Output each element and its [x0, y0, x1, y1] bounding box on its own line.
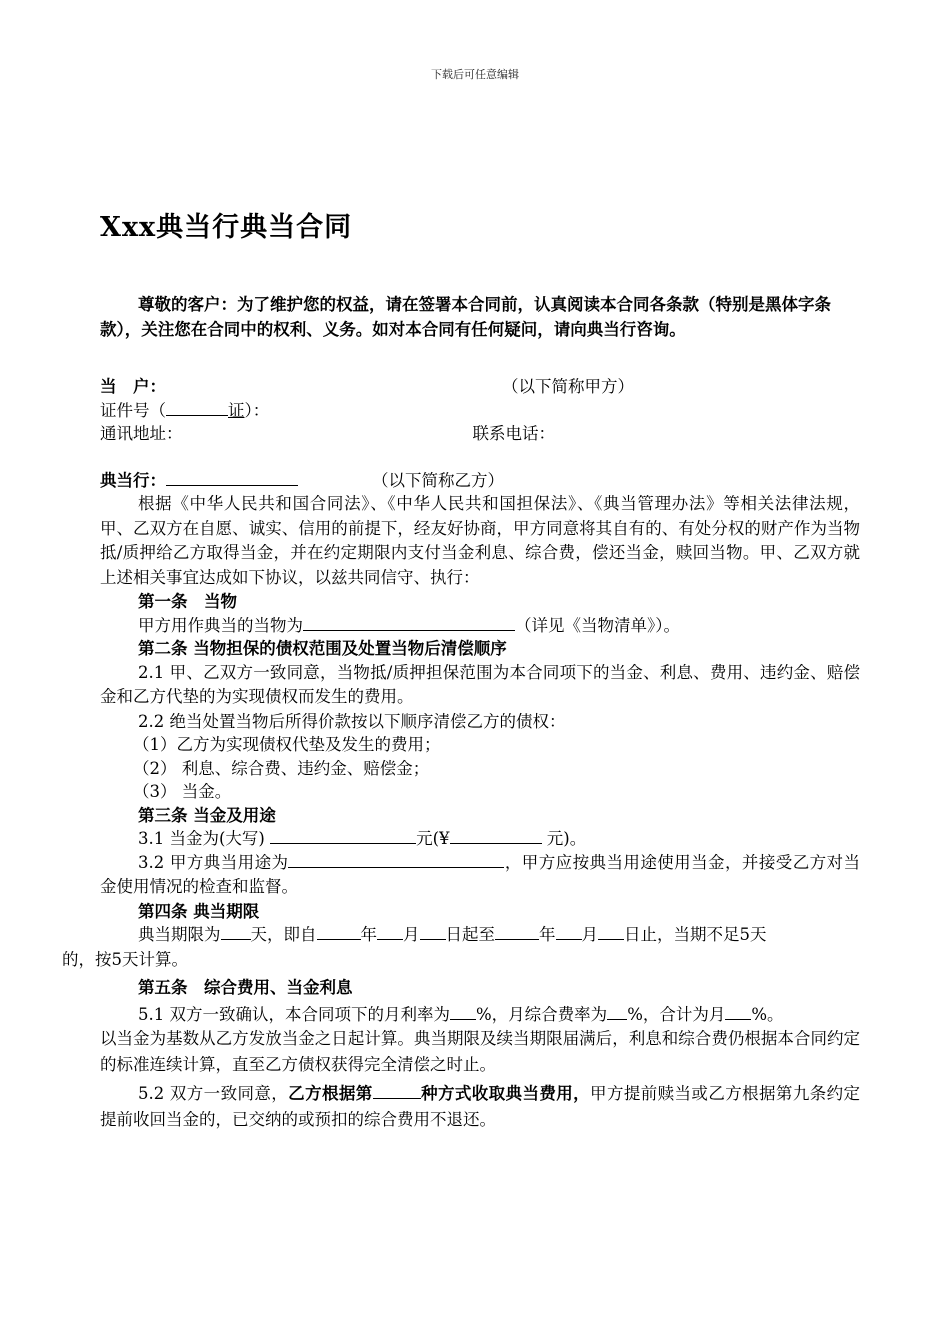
id-type-blank[interactable] [166, 399, 228, 416]
id-type: 证 [228, 400, 245, 420]
art4-t8: 日止，当期不足5天 [624, 925, 767, 944]
art3-1-text-c: 元)。 [541, 829, 587, 848]
party-a-label: 当 户： [100, 377, 166, 396]
total-rate-blank[interactable] [725, 1003, 751, 1020]
article-3-1 [100, 827, 860, 851]
party-b-line [100, 469, 860, 493]
art3-2-text-a: 3.2 甲方典当用途为 [138, 852, 289, 872]
end-year-blank[interactable] [495, 923, 539, 940]
art4-t2: 天，即自 [250, 925, 317, 944]
party-a-line [100, 375, 860, 399]
amount-words-blank[interactable] [270, 827, 416, 844]
party-b-alias: （以下简称乙方） [372, 470, 504, 490]
article-3-2 [100, 851, 860, 900]
id-suffix: ）： [244, 400, 270, 420]
address-line [100, 422, 860, 446]
phone-label: 联系电话： [472, 424, 555, 443]
start-day-blank[interactable] [420, 923, 446, 940]
art5-1-text-c: %，合计为月 [627, 1004, 726, 1024]
article-4-title: 第四条 典当期限 [138, 901, 260, 921]
article-5-title: 第五条 综合费用、当金利息 [138, 978, 353, 997]
art4-t6: 年 [539, 925, 556, 944]
article-2-item-3: （3） 当金。 [133, 782, 232, 801]
address-label: 通讯地址： [100, 424, 183, 443]
art5-2-text-a: 5.2 双方一致同意， [138, 1084, 289, 1103]
article-5-1-cont: 以当金为基数从乙方发放当金之日起计算。典当期限及续当期限届满后，利息和综合费仍根据本合同约定的标准连续计算，直至乙方债权获得完全清偿之时止。 [100, 1029, 860, 1074]
fee-method-blank[interactable] [373, 1082, 421, 1099]
article-4-text [62, 923, 860, 972]
art1-text-a: 甲方用作典当的当物为 [138, 615, 303, 635]
party-a-alias: （以下简称甲方） [502, 377, 634, 396]
amount-number-blank[interactable] [450, 827, 542, 844]
article-2-item-1: （1）乙方为实现债权代垫及发生的费用； [133, 735, 441, 754]
art3-2-text-b: ，甲方应按典当用途使用当金，并接受乙方对当金使用情况的检查和监督。 [100, 852, 860, 896]
id-prefix: 证件号（ [100, 400, 166, 420]
start-month-blank[interactable] [377, 923, 403, 940]
art5-1-text-a: 5.1 双方一致确认，本合同项下的月利率为 [138, 1004, 450, 1024]
art5-2-text-d: 甲方提前赎当或乙方根据第九条约定提前收回当金的，已交纳的或预扣的综合费用不退还。 [100, 1084, 861, 1129]
article-2-2: 2.2 绝当处置当物后所得价款按以下顺序清偿乙方的债权： [138, 711, 566, 731]
art4-t9: 的，按5天计算。 [62, 949, 188, 969]
party-b-label: 典当行： [100, 470, 166, 490]
article-1-title: 第一条 当物 [138, 592, 237, 611]
article-5-2 [100, 1081, 860, 1133]
fee-rate-blank[interactable] [607, 1003, 627, 1020]
pawnshop-name-blank[interactable] [166, 469, 298, 486]
id-number-line [100, 399, 860, 423]
article-5-1 [100, 1003, 860, 1027]
document-title: Xxx典当行典当合同 [100, 212, 353, 243]
art4-t7: 月 [581, 925, 598, 944]
art1-text-b: （详见《当物清单》）。 [515, 615, 680, 635]
art4-t5: 日起至 [445, 925, 495, 944]
article-2-title: 第二条 当物担保的债权范围及处置当物后清偿顺序 [138, 639, 507, 658]
art5-2-text-c: 种方式收取典当费用， [420, 1084, 591, 1103]
art5-1-text-d: %。 [751, 1004, 784, 1024]
purpose-blank[interactable] [288, 851, 504, 868]
end-day-blank[interactable] [598, 923, 624, 940]
end-month-blank[interactable] [556, 923, 582, 940]
art4-t1: 典当期限为 [138, 925, 221, 944]
article-3-title: 第三条 当金及用途 [138, 805, 276, 825]
article-2-1: 2.1 甲、乙双方一致同意，当物抵/质押担保范围为本合同项下的当金、利息、费用、违约金、赔偿金和乙方代垫的为实现债权而发生的费用。 [100, 662, 860, 706]
article-1-text [100, 614, 860, 638]
art4-t4: 月 [403, 925, 420, 944]
art4-t3: 年 [360, 925, 377, 944]
art3-1-text-a: 3.1 当金为(大写) [138, 829, 271, 848]
art5-2-text-b: 乙方根据第 [288, 1084, 373, 1103]
start-year-blank[interactable] [317, 923, 361, 940]
page-header-note: 下载后可任意编辑 [431, 68, 519, 81]
art3-1-text-b: 元(¥ [416, 829, 450, 848]
art5-1-text-b: %，月综合费率为 [476, 1004, 608, 1024]
pledged-item-blank[interactable] [303, 614, 515, 631]
monthly-rate-blank[interactable] [450, 1003, 476, 1020]
contract-body [62, 292, 861, 1133]
article-2-item-2: （2） 利息、综合费、违约金、赔偿金； [133, 758, 430, 778]
days-blank[interactable] [221, 923, 251, 940]
customer-notice: 尊敬的客户：为了维护您的权益，请在签署本合同前，认真阅读本合同各条款（特别是黑体字条款），关注您在合同中的权利、义务。如对本合同有任何疑问，请向典当行咨询。 [100, 295, 831, 339]
preamble: 根据《中华人民共和国合同法》、《中华人民共和国担保法》、《典当管理办法》等相关法律法规，甲、乙双方在自愿、诚实、信用的前提下，经友好协商，甲方同意将其自有的、有处分权的财产作为当物抵/质押给乙方取得当金，并在约定期限内支付当金利息、综合费，偿还当金，赎回当物。甲、乙双方就上述相关事宜达成如下协议，以兹共同信守、执行： [100, 494, 860, 587]
